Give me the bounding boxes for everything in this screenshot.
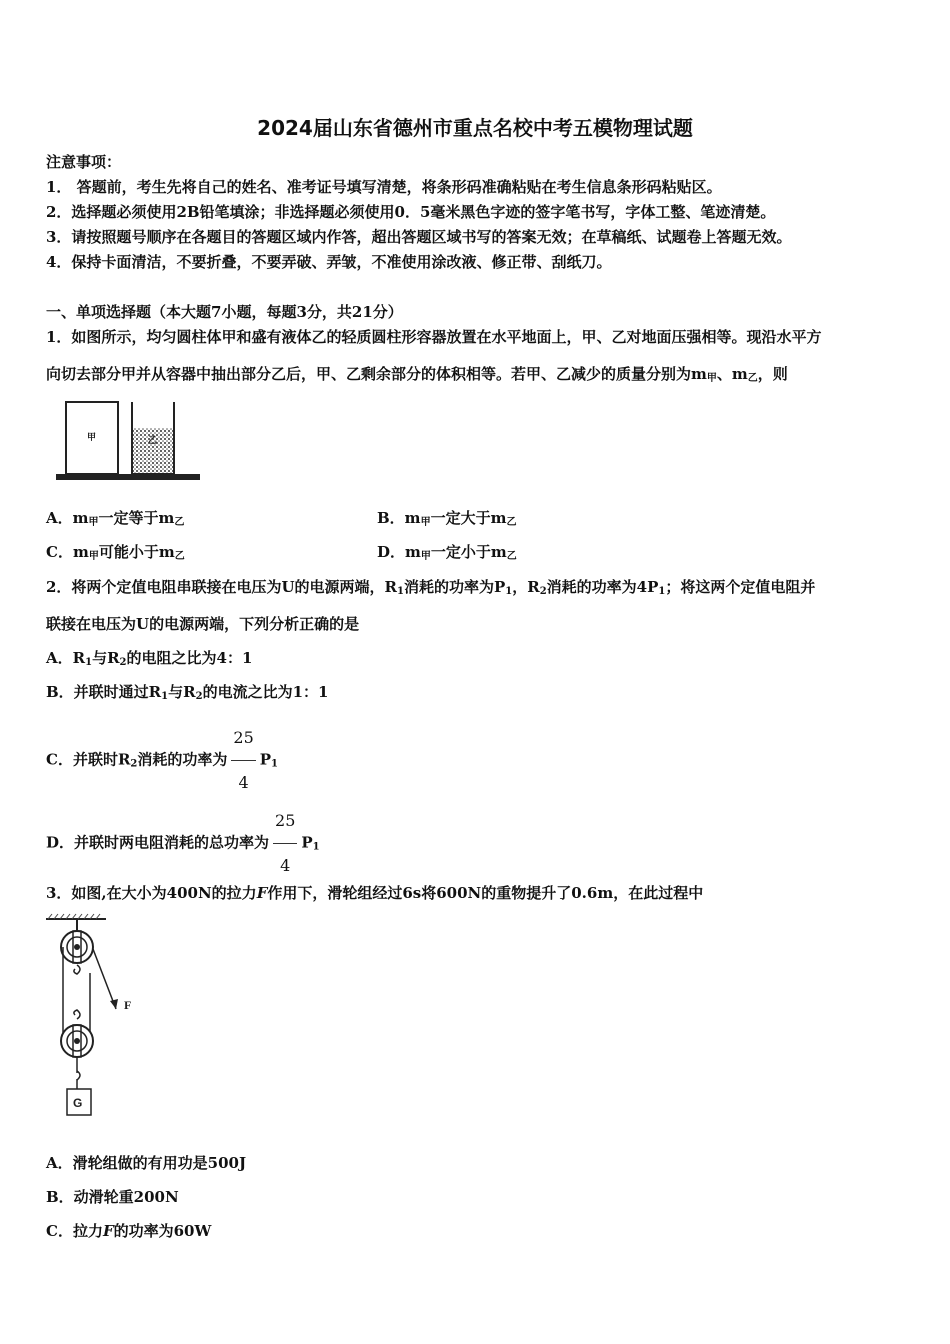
fig-label-G: G bbox=[73, 1096, 83, 1110]
page-title: 2024届山东省德州市重点名校中考五模物理试题 bbox=[257, 116, 693, 140]
fig-label-jia: 甲 bbox=[87, 432, 97, 442]
q2-option-a: A．$R_1$与$R_2$的电阻之比为4：1 bbox=[46, 649, 253, 668]
q3-option-b: B．动滑轮重200N bbox=[46, 1188, 179, 1206]
q3-stem: 3．如图,在大小为400N的拉力F作用下，滑轮组经过6s将600N的重物提升了0.6m，在此过程中 bbox=[46, 884, 704, 902]
notice-heading: 注意事项： bbox=[46, 153, 122, 171]
q1-option-d: D．$m_甲$一定小于$m_乙$ bbox=[377, 543, 517, 562]
q2-stem-line1: 2．将两个定值电阻串联接在电压为U的电源两端，$R_1$消耗的功率为$P_1$，$R_2$消耗的功率为$4P_1$；将这两个定值电阻并 bbox=[46, 578, 816, 597]
q1-stem-line2: 向切去部分甲并从容器中抽出部分乙后，甲、乙剩余部分的体积相等。若甲、乙减少的质量分别为$m_甲$、$m_乙$，则 bbox=[46, 365, 788, 384]
q1-option-a: A．$m_甲$一定等于$m_乙$ bbox=[46, 509, 185, 528]
q1-stem-line1: 1．如图所示，均匀圆柱体甲和盛有液体乙的轻质圆柱形容器放置在水平地面上，甲、乙对地面压强相等。现沿水平方 bbox=[46, 328, 822, 346]
q3-pulley-figure bbox=[44, 913, 140, 1123]
q1-figure bbox=[52, 398, 202, 486]
q2-stem-line2: 联接在电压为U的电源两端，下列分析正确的是 bbox=[46, 615, 360, 633]
q2-option-d: D．并联时两电阻消耗的总功率为 $\frac{25}{4}$ $P_1$ bbox=[46, 799, 320, 888]
notice-item: 3．请按照题号顺序在各题目的答题区域内作答，超出答题区域书写的答案无效；在草稿纸、试题卷上答题无效。 bbox=[46, 228, 792, 246]
fraction: $\frac{25}{4}$ bbox=[273, 799, 297, 888]
notice-item: 4．保持卡面清洁，不要折叠，不要弄破、弄皱，不准使用涂改液、修正带、刮纸刀。 bbox=[46, 253, 612, 271]
q2-option-c: C．并联时$R_2$消耗的功率为 $\frac{25}{4}$ $P_1$ bbox=[46, 716, 278, 805]
q1-option-b: B．$m_甲$一定大于$m_乙$ bbox=[377, 509, 517, 528]
fig-label-yi: 乙 bbox=[148, 435, 158, 445]
q2-option-b: B．并联时通过$R_1$与$R_2$的电流之比为1：1 bbox=[46, 683, 329, 702]
notice-item: 2．选择题必须使用2B铅笔填涂；非选择题必须使用0．5毫米黑色字迹的签字笔书写，字体工整、笔迹清楚。 bbox=[46, 203, 776, 221]
notice-item: 1． 答题前，考生先将自己的姓名、准考证号填写清楚，将条形码准确粘贴在考生信息条形码粘贴区。 bbox=[46, 178, 722, 196]
q3-option-c: C．拉力F的功率为60W bbox=[46, 1222, 212, 1240]
fig-label-F: F bbox=[124, 998, 132, 1012]
section-heading: 一、单项选择题（本大题7小题，每题3分，共21分） bbox=[46, 303, 403, 321]
q3-option-a: A．滑轮组做的有用功是500J bbox=[46, 1154, 247, 1172]
q1-option-c: C．$m_甲$可能小于$m_乙$ bbox=[46, 543, 185, 562]
fraction: $\frac{25}{4}$ bbox=[231, 716, 255, 805]
